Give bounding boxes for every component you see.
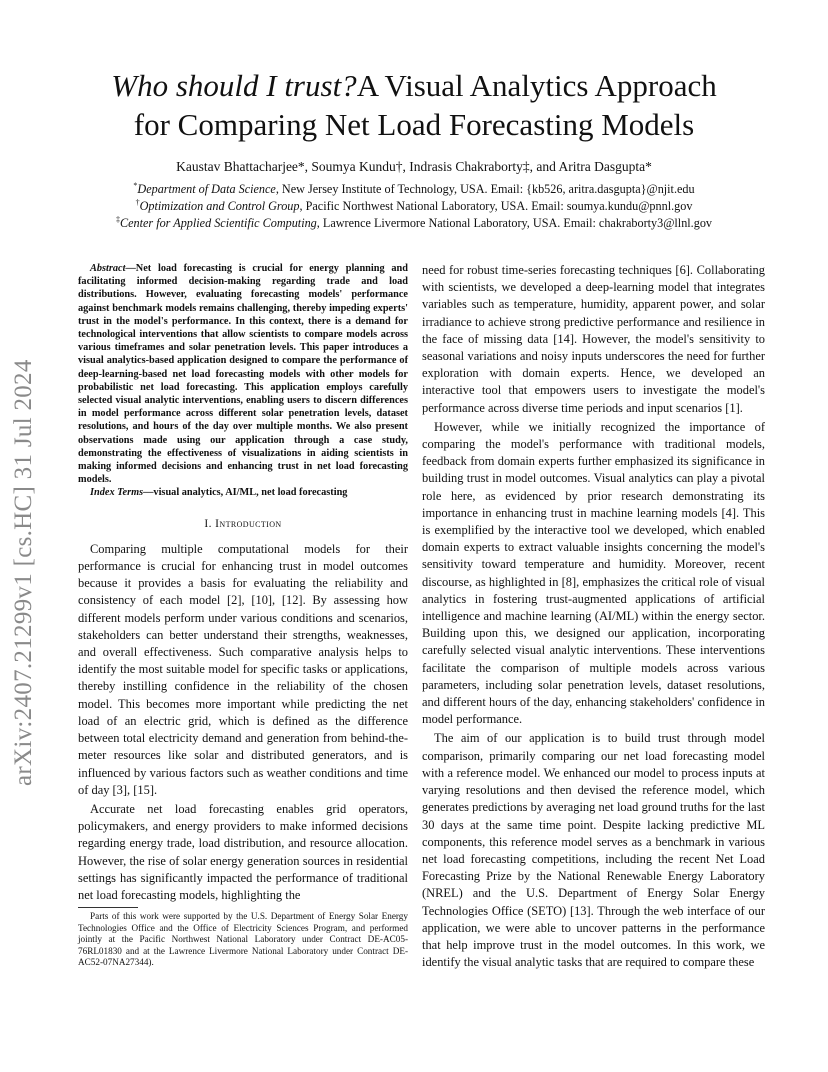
affiliation-rest: , Lawrence Livermore National Laboratory, USA. Email: chakraborty3@llnl.gov	[316, 216, 713, 231]
funding-footnote: Parts of this work were supported by the U.S. Department of Energy Solar Energy Technologies Office and the Office of Electricity Sciences Program, and performed jointly at the Pacific Northwest National Laboratory under Contract DE-AC05-76RL01830 and at the Lawrence Livermore National Laboratory under Contract DE-AC52-07NA27344).	[78, 911, 408, 968]
intro-paragraph-2: Accurate net load forecasting enables grid operators, policymakers, and energy providers to make informed decisions regarding energy trade, load distribution, and resource allocation. However, the rise of solar energy generation sources in residential settings has significantly impacted the performance of traditional net load forecasting models, highlighting the	[78, 801, 408, 902]
affiliation-dept: Department of Data Science	[137, 182, 276, 197]
affiliation-2	[40, 198, 788, 214]
affiliation-1	[40, 181, 788, 197]
author-list: Kaustav Bhattacharjee*, Soumya Kundu†, Indrasis Chakraborty‡, and Aritra Dasgupta*	[176, 159, 652, 174]
affiliation-dept: Optimization and Control Group	[139, 199, 300, 214]
intro-paragraph-4: However, while we initially recognized the importance of comparing the model's performance with traditional models, feedback from domain experts further emphasized its significance in building trust in model outcomes. Visual analytics can play a pivotal role here, as evidenced by prior research demonstrating its importance in enhancing trust in machine learning models [4]. This is exemplified by the interactive tool we developed, which enabled domain experts to extract valuable insights concerning the model's sensitivity toward temperature and humidity. Moreover, recent discourse, as highlighted in [8], emphasizes the critical role of visual analytics in fostering trust-augmented applications of artificial intelligence and machine learning (AI/ML) within the energy sector. Building upon this, we designed our application, incorporating carefully selected visual analytic interventions. These interventions facilitate the comparison of multiple models across various parameters, including solar penetration levels, dataset resolutions, and different hours of the day, enhancing stakeholders' confidence in model performance.	[422, 419, 765, 727]
affiliation-dept: Center for Applied Scientific Computing	[119, 216, 317, 231]
affiliation-mark: ‡	[115, 215, 120, 224]
abstract	[78, 262, 408, 486]
affiliation-3	[40, 215, 788, 231]
footnote-rule	[78, 907, 138, 908]
abstract-text: —Net load forecasting is crucial for energy planning and facilitating informed decision-making regarding trade and load distributions. However, evaluating forecasting models' performance against benchmark models remains challenging, thereby impeding experts' trust in the model's performance. In this context, there is a demand for technological interventions that allow scientists to compare models across various timeframes and solar penetration levels. This paper introduces a visual analytics-based application designed to compare the performance of deep-learning-based net load forecasting models with other models for probabilistic net load forecasting. This application employs carefully selected visual analytic interventions, enabling users to discern differences in model performance across different solar penetration levels, dataset resolutions, and hours of the day over multiple months. We also present observations made using our application through a case study, demonstrating the effectiveness of visualizations in aiding scientists in making informed decisions and enhancing trust in net load forecasting models.	[78, 263, 408, 486]
affiliation-mark: *	[133, 181, 138, 190]
affiliation-rest: , New Jersey Institute of Technology, USA. Email: {kb526, aritra.dasgupta}@njit.edu	[275, 182, 695, 197]
right-column	[422, 262, 765, 971]
intro-paragraph-5: The aim of our application is to build trust through model comparison, primarily comparing our net load forecasting model with a reference model. We enhanced our model to process inputs at varying resolutions and then devised the reference model, which generates predictions by averaging net load ground truths for the last 30 days at the same time point. Despite lacking predictive ML components, this reference model serves as a benchmark in various net load forecasting competitions, including the recent Net Load Forecasting Prize by the National Renewable Energy Laboratory (NREL) and the U.S. Department of Energy Solar Energy Technologies Office (SETO) [13]. Through the web interface of our application, we were able to uncover patterns in the performance that help improve trust in the model outcomes. In this work, we identify the visual analytic tasks that are required to compare these	[422, 731, 765, 970]
intro-paragraph-1: Comparing multiple computational models for their performance is crucial for enhancing trust in model outcomes because it provides a basis for evaluating the reliability and consistency of each model [2], [10], [12]. By assessing how different models perform under various conditions and scenarios, stakeholders can better understand their strengths, weaknesses, and overall effectiveness. Such comparative analysis helps to identify the most suitable model for specific tasks or applications, thereby instilling confidence in the reliability of the chosen model. This becomes more important while predicting the net load of an electric grid, which is defined as the difference between total electricity demand and generation from behind-the-meter resources like solar and distributed generators, and is influenced by various factors such as weather conditions and time of day [3], [15].	[78, 541, 408, 797]
title-line2: for Comparing Net Load Forecasting Models	[133, 107, 695, 142]
affiliation-mark: †	[135, 198, 140, 207]
section-heading-introduction: I. Introduction	[204, 517, 282, 530]
index-terms	[78, 486, 408, 499]
left-column	[78, 262, 408, 904]
abstract-lead: Abstract	[90, 263, 126, 274]
index-terms-lead: Index Terms	[90, 487, 144, 499]
intro-paragraph-3: need for robust time-series forecasting techniques [6]. Collaborating with scientists, we developed a deep-learning model that integrates variables such as temperature, humidity, apparent power, and solar irradiance to achieve strong predictive performance and resilience in the face of missing data [14]. However, the model's sensitivity to seasonal variations and noisy inputs underscores the need for further exploration with domain experts. Hence, we developed an interactive tool that empowers users to investigate the model's performance across diverse time periods and input scenarios [1].	[422, 263, 765, 415]
index-terms-text: —visual analytics, AI/ML, net load forecasting	[143, 487, 348, 499]
title-italic: Who should I trust?	[111, 68, 357, 103]
paper-title	[60, 66, 768, 144]
title-line1-rest: A Visual Analytics Approach	[356, 68, 717, 103]
arxiv-identifier: arXiv:2407.21299v1 [cs.HC] 31 Jul 2024	[10, 359, 37, 786]
affiliation-rest: , Pacific Northwest National Laboratory, USA. Email: soumya.kundu@pnnl.gov	[299, 199, 693, 214]
